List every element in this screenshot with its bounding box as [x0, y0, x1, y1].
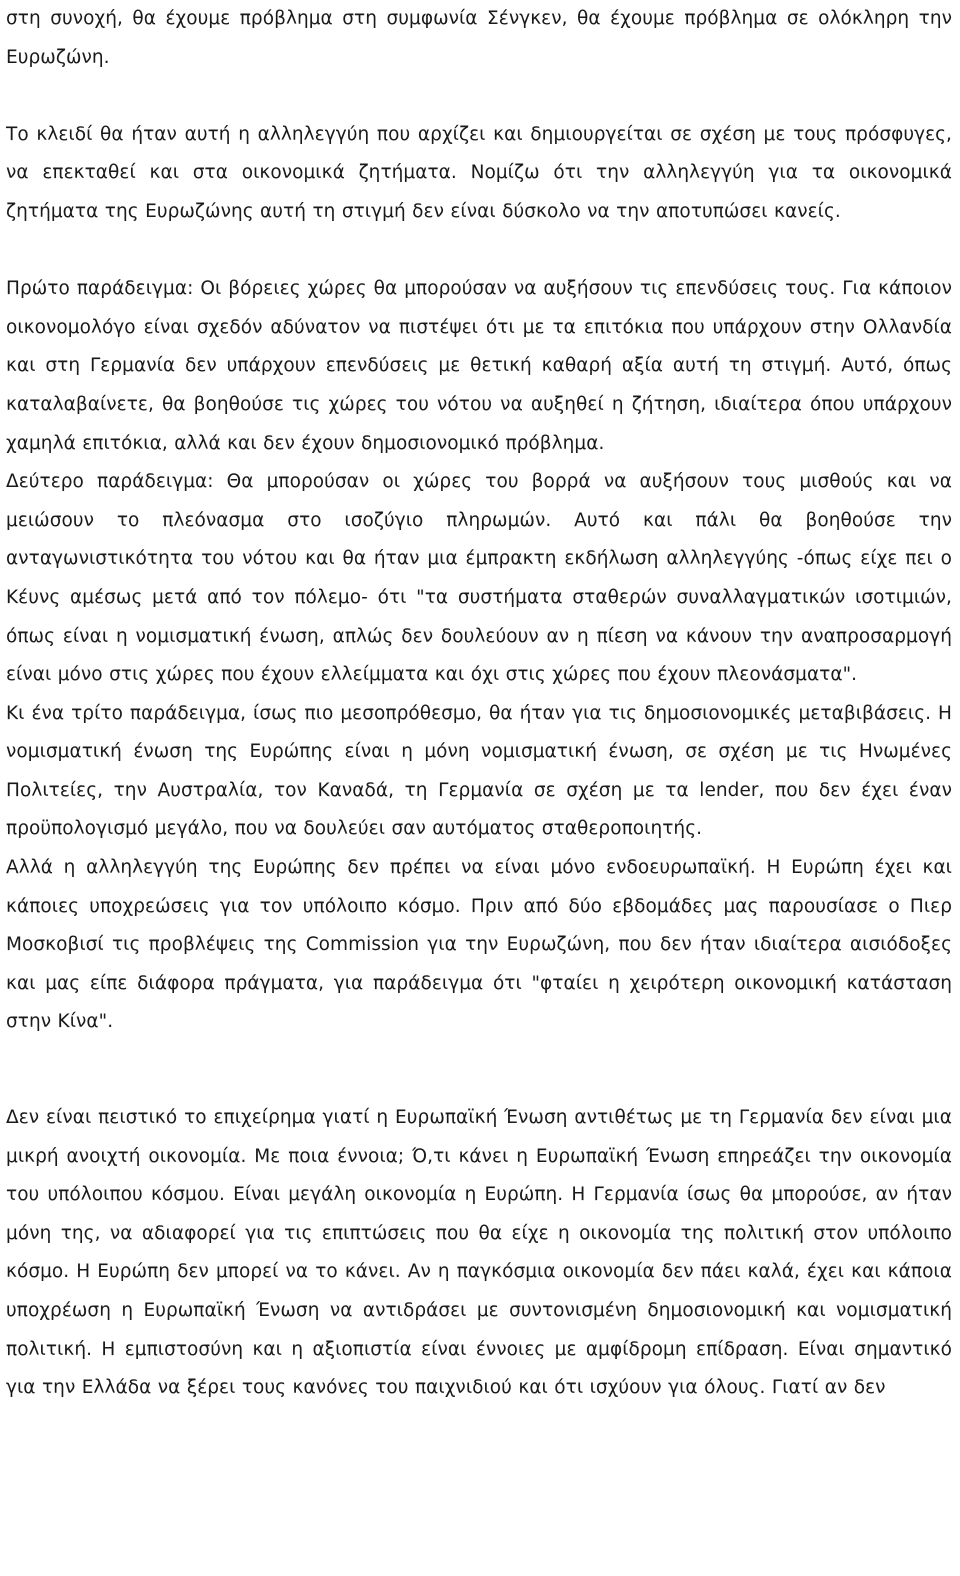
paragraph-5: Κι ένα τρίτο παράδειγμα, ίσως πιο μεσοπρόθεσμο, θα ήταν για τις δημοσιονομικές μεταβιβάσεις. Η νομισματική ένωση της Ευρώπης είναι η μόνη νομισματική ένωση, σε σχέση με τις Ηνωμένες Πολιτείες, την Αυστραλία, τον Καναδά, τη Γερμανία σε σχέση με τα lender, που δεν έχει έναν προϋπολογισμό μεγάλο, που να δουλεύει σαν αυτόματος σταθεροποιητής.: [6, 702, 952, 840]
paragraph-spacer: [6, 77, 952, 116]
paragraph-6: Αλλά η αλληλεγγύη της Ευρώπης δεν πρέπει να είναι μόνο ενδοευρωπαϊκή. Η Ευρώπη έχει και κάποιες υποχρεώσεις για τον υπόλοιπο κόσμο. Πριν από δύο εβδομάδες μας παρουσίασε ο Πιερ Μοσκοβισί τις προβλέψεις της Commission για την Ευρωζώνη, που δεν ήταν ιδιαίτερα αισιόδοξες και μας είπε διάφορα πράγματα, για παράδειγμα ότι "φταίει η χειρότερη οικονομική κατάσταση στην Κίνα".: [6, 857, 952, 1033]
paragraph-1: στη συνοχή, θα έχουμε πρόβλημα στη συμφωνία Σένγκεν, θα έχουμε πρόβλημα σε ολόκληρη την Ευρωζώνη.: [6, 8, 952, 68]
paragraph-7: Δεν είναι πειστικό το επιχείρημα γιατί η Ευρωπαϊκή Ένωση αντιθέτως με τη Γερμανία δεν είναι μια μικρή ανοιχτή οικονομία. Με ποια έννοια; Ό,τι κάνει η Ευρωπαϊκή Ένωση επηρεάζει την οικονομία του υπόλοιπου κόσμου. Είναι μεγάλη οικονομία η Ευρώπη. Η Γερμανία ίσως θα μπορούσε, αν ήταν μόνη της, να αδιαφορεί για τις επιπτώσεις που θα είχε η οικονομία της πολιτική στον υπόλοιπο κόσμο. Η Ευρώπη δεν μπορεί να το κάνει. Αν η παγκόσμια οικονομία δεν πάει καλά, έχει και κάποια υποχρέωση η Ευρωπαϊκή Ένωση να αντιδράσει με συντονισμένη δημοσιονομική και νομισματική πολιτική. Η εμπιστοσύνη και η αξιοπιστία είναι έννοιες με αμφίδρομη επίδραση. Είναι σημαντικό για την Ελλάδα να ξέρει τους κανόνες του παιχνιδιού και ότι ισχύουν για όλους. Γιατί αν δεν: [6, 1107, 952, 1399]
paragraph-2: Το κλειδί θα ήταν αυτή η αλληλεγγύη που αρχίζει και δημιουργείται σε σχέση με τους πρόσφυγες, να επεκταθεί και στα οικονομικά ζητήματα. Νομίζω ότι την αλληλεγγύη για τα οικονομικά ζητήματα της Ευρωζώνης αυτή τη στιγμή δεν είναι δύσκολο να την αποτυπώσει κανείς.: [6, 123, 952, 222]
paragraph-spacer: [6, 232, 952, 271]
paragraph-spacer: [6, 1042, 952, 1099]
paragraph-4: Δεύτερο παράδειγμα: Θα μπορούσαν οι χώρες του βορρά να αυξήσουν τους μισθούς και να μειώσουν το πλεόνασμα στο ισοζύγιο πληρωμών. Αυτό και πάλι θα βοηθούσε την ανταγωνιστικότητα του νότου και θα ήταν μια έμπρακτη εκδήλωση αλληλεγγύης -όπως είχε πει ο Κέυνς αμέσως μετά από τον πόλεμο- ότι "τα συστήματα σταθερών συναλλαγματικών ισοτιμιών, όπως είναι η νομισματική ένωση, απλώς δεν δουλεύουν αν η πίεση να κάνουν την αναπροσαρμογή είναι μόνο στις χώρες που έχουν ελλείμματα και όχι στις χώρες που έχουν πλεονάσματα".: [6, 471, 952, 686]
paragraph-3: Πρώτο παράδειγμα: Οι βόρειες χώρες θα μπορούσαν να αυξήσουν τις επενδύσεις τους. Για κάποιον οικονομολόγο είναι σχεδόν αδύνατον να πιστέψει ότι με τα επιτόκια που υπάρχουν στην Ολλανδία και στη Γερμανία δεν υπάρχουν επενδύσεις με θετική καθαρή αξία αυτή τη στιγμή. Αυτό, όπως καταλαβαίνετε, θα βοηθούσε τις χώρες του νότου να αυξηθεί η ζήτηση, ιδιαίτερα όπου υπάρχουν χαμηλά επιτόκια, αλλά και δεν έχουν δημοσιονομικό πρόβλημα.: [6, 278, 952, 454]
